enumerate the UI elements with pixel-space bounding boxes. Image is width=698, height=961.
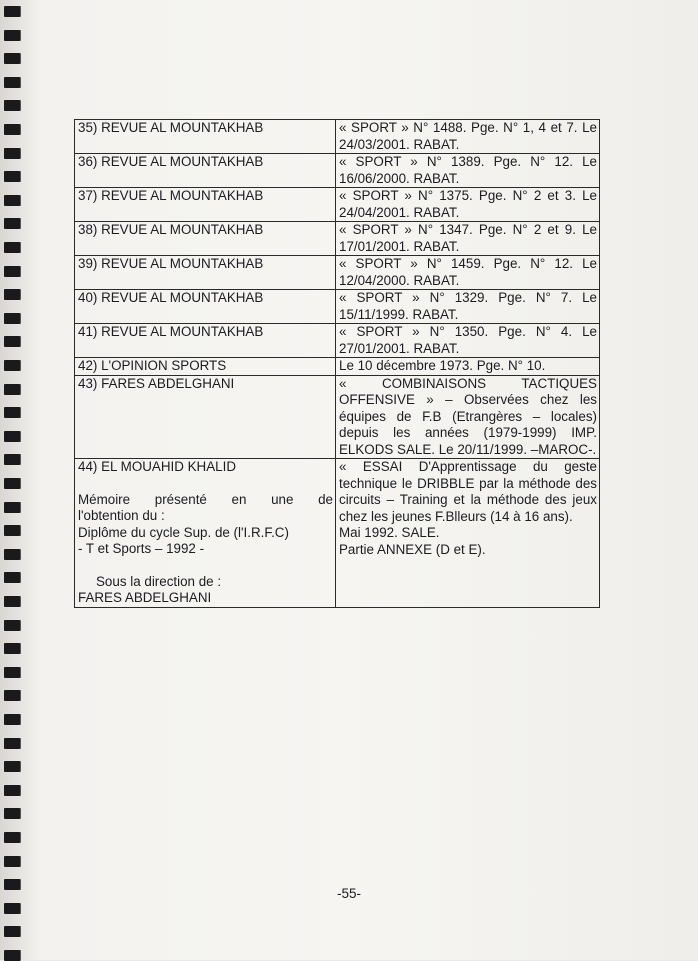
binding-hole [4, 124, 20, 135]
reference-title: 36) REVUE AL MOUNTAKHAB [75, 154, 336, 188]
binding-hole [4, 643, 20, 654]
reference-title: 42) L'OPINION SPORTS [75, 358, 336, 376]
reference-annex: Partie ANNEXE (D et E). [339, 541, 486, 557]
binding-hole [4, 30, 20, 41]
director-name: FARES ABDELGHANI [78, 590, 212, 605]
binding-hole [4, 832, 20, 843]
binding-hole [4, 808, 20, 819]
binding-hole [4, 195, 20, 206]
reference-details: « SPORT » N° 1347. Pge. N° 2 et 9. Le 17/01/2001. RABAT. [336, 222, 600, 256]
reference-details: « SPORT » N° 1329. Pge. N° 7. Le 15/11/1999. RABAT. [336, 290, 600, 324]
binding-hole [4, 714, 20, 725]
binding-hole [4, 738, 20, 749]
binding-hole [4, 525, 20, 536]
reference-details: « SPORT » N° 1350. Pge. N° 4. Le 27/01/2001. RABAT. [336, 324, 600, 358]
binding-hole [4, 100, 20, 111]
reference-title: 44) EL MOUAHID KHALID [78, 459, 236, 474]
table-row [75, 290, 600, 324]
reference-cell-right [336, 459, 600, 608]
table-row [75, 120, 600, 154]
reference-title: 35) REVUE AL MOUNTAKHAB [75, 120, 336, 154]
table-row [75, 324, 600, 358]
memoire-line: Mémoire présenté en une de [78, 491, 333, 507]
diplome-line: Diplôme du cycle Sup. de (l'I.R.F.C) [78, 524, 289, 540]
reference-details: « SPORT » N° 1459. Pge. N° 12. Le 12/04/2000. RABAT. [336, 256, 600, 290]
table-row [75, 358, 600, 376]
binding-hole [4, 53, 20, 64]
binding-hole [4, 950, 20, 961]
binding-hole [4, 903, 20, 914]
binding-hole [4, 926, 20, 937]
reference-details: « SPORT » N° 1375. Pge. N° 2 et 3. Le 24/04/2001. RABAT. [336, 188, 600, 222]
binding-hole [4, 856, 20, 867]
reference-cell-left [75, 459, 336, 608]
binding-hole [4, 454, 20, 465]
table-row [75, 222, 600, 256]
binding-hole [4, 572, 20, 583]
reference-title: 43) FARES ABDELGHANI [75, 375, 336, 459]
binding-hole [4, 761, 20, 772]
binding-hole [4, 431, 20, 442]
table-row [75, 459, 600, 608]
references-table [74, 119, 600, 608]
reference-details: « SPORT » N° 1488. Pge. N° 1, 4 et 7. Le 24/03/2001. RABAT. [336, 120, 600, 154]
binding-hole [4, 549, 20, 560]
table-row [75, 375, 600, 459]
binding-hole [4, 171, 20, 182]
reference-title: 37) REVUE AL MOUNTAKHAB [75, 188, 336, 222]
sports-line: - T et Sports – 1992 - [78, 541, 205, 556]
binding-hole [4, 407, 20, 418]
binding-hole [4, 77, 20, 88]
binding-hole [4, 289, 20, 300]
binding-hole [4, 313, 20, 324]
binding-hole [4, 690, 20, 701]
reference-details: « COMBINAISONS TACTIQUES OFFENSIVE » – Observées chez les équipes de F.B (Etrangères – locales) depuis les années (1979-1999) IMP. ELKODS SALE. Le 20/11/1999. –MAROC-. [336, 375, 600, 459]
binding-hole [4, 266, 20, 277]
reference-details: « SPORT » N° 1389. Pge. N° 12. Le 16/06/2000. RABAT. [336, 154, 600, 188]
binding-hole [4, 620, 20, 631]
binding-hole [4, 384, 20, 395]
reference-title: 40) REVUE AL MOUNTAKHAB [75, 290, 336, 324]
binding-hole [4, 148, 20, 159]
binding-hole [4, 596, 20, 607]
direction-line: Sous la direction de : [96, 573, 222, 589]
reference-title: 39) REVUE AL MOUNTAKHAB [75, 256, 336, 290]
binding-hole [4, 667, 20, 678]
binding-hole [4, 6, 20, 17]
binding-hole [4, 336, 20, 347]
reference-title: 38) REVUE AL MOUNTAKHAB [75, 222, 336, 256]
reference-description: « ESSAI D'Apprentissage du geste technique le DRIBBLE par la méthode des circuits – Training et la méthode des jeux chez les jeunes F.Blleurs (14 à 16 ans). [339, 459, 597, 524]
binding-hole [4, 478, 20, 489]
reference-place: Mai 1992. SALE. [339, 525, 440, 540]
table-row [75, 256, 600, 290]
binding-hole [4, 502, 20, 513]
table-row [75, 154, 600, 188]
binding-hole [4, 785, 20, 796]
page-number: -55- [336, 886, 361, 901]
spiral-binding [0, 0, 24, 960]
table-row [75, 188, 600, 222]
binding-hole [4, 360, 20, 371]
binding-hole [4, 218, 20, 229]
obtention-line: l'obtention du : [78, 508, 165, 523]
reference-details: Le 10 décembre 1973. Pge. N° 10. [336, 358, 600, 376]
binding-hole [4, 242, 20, 253]
reference-title: 41) REVUE AL MOUNTAKHAB [75, 324, 336, 358]
